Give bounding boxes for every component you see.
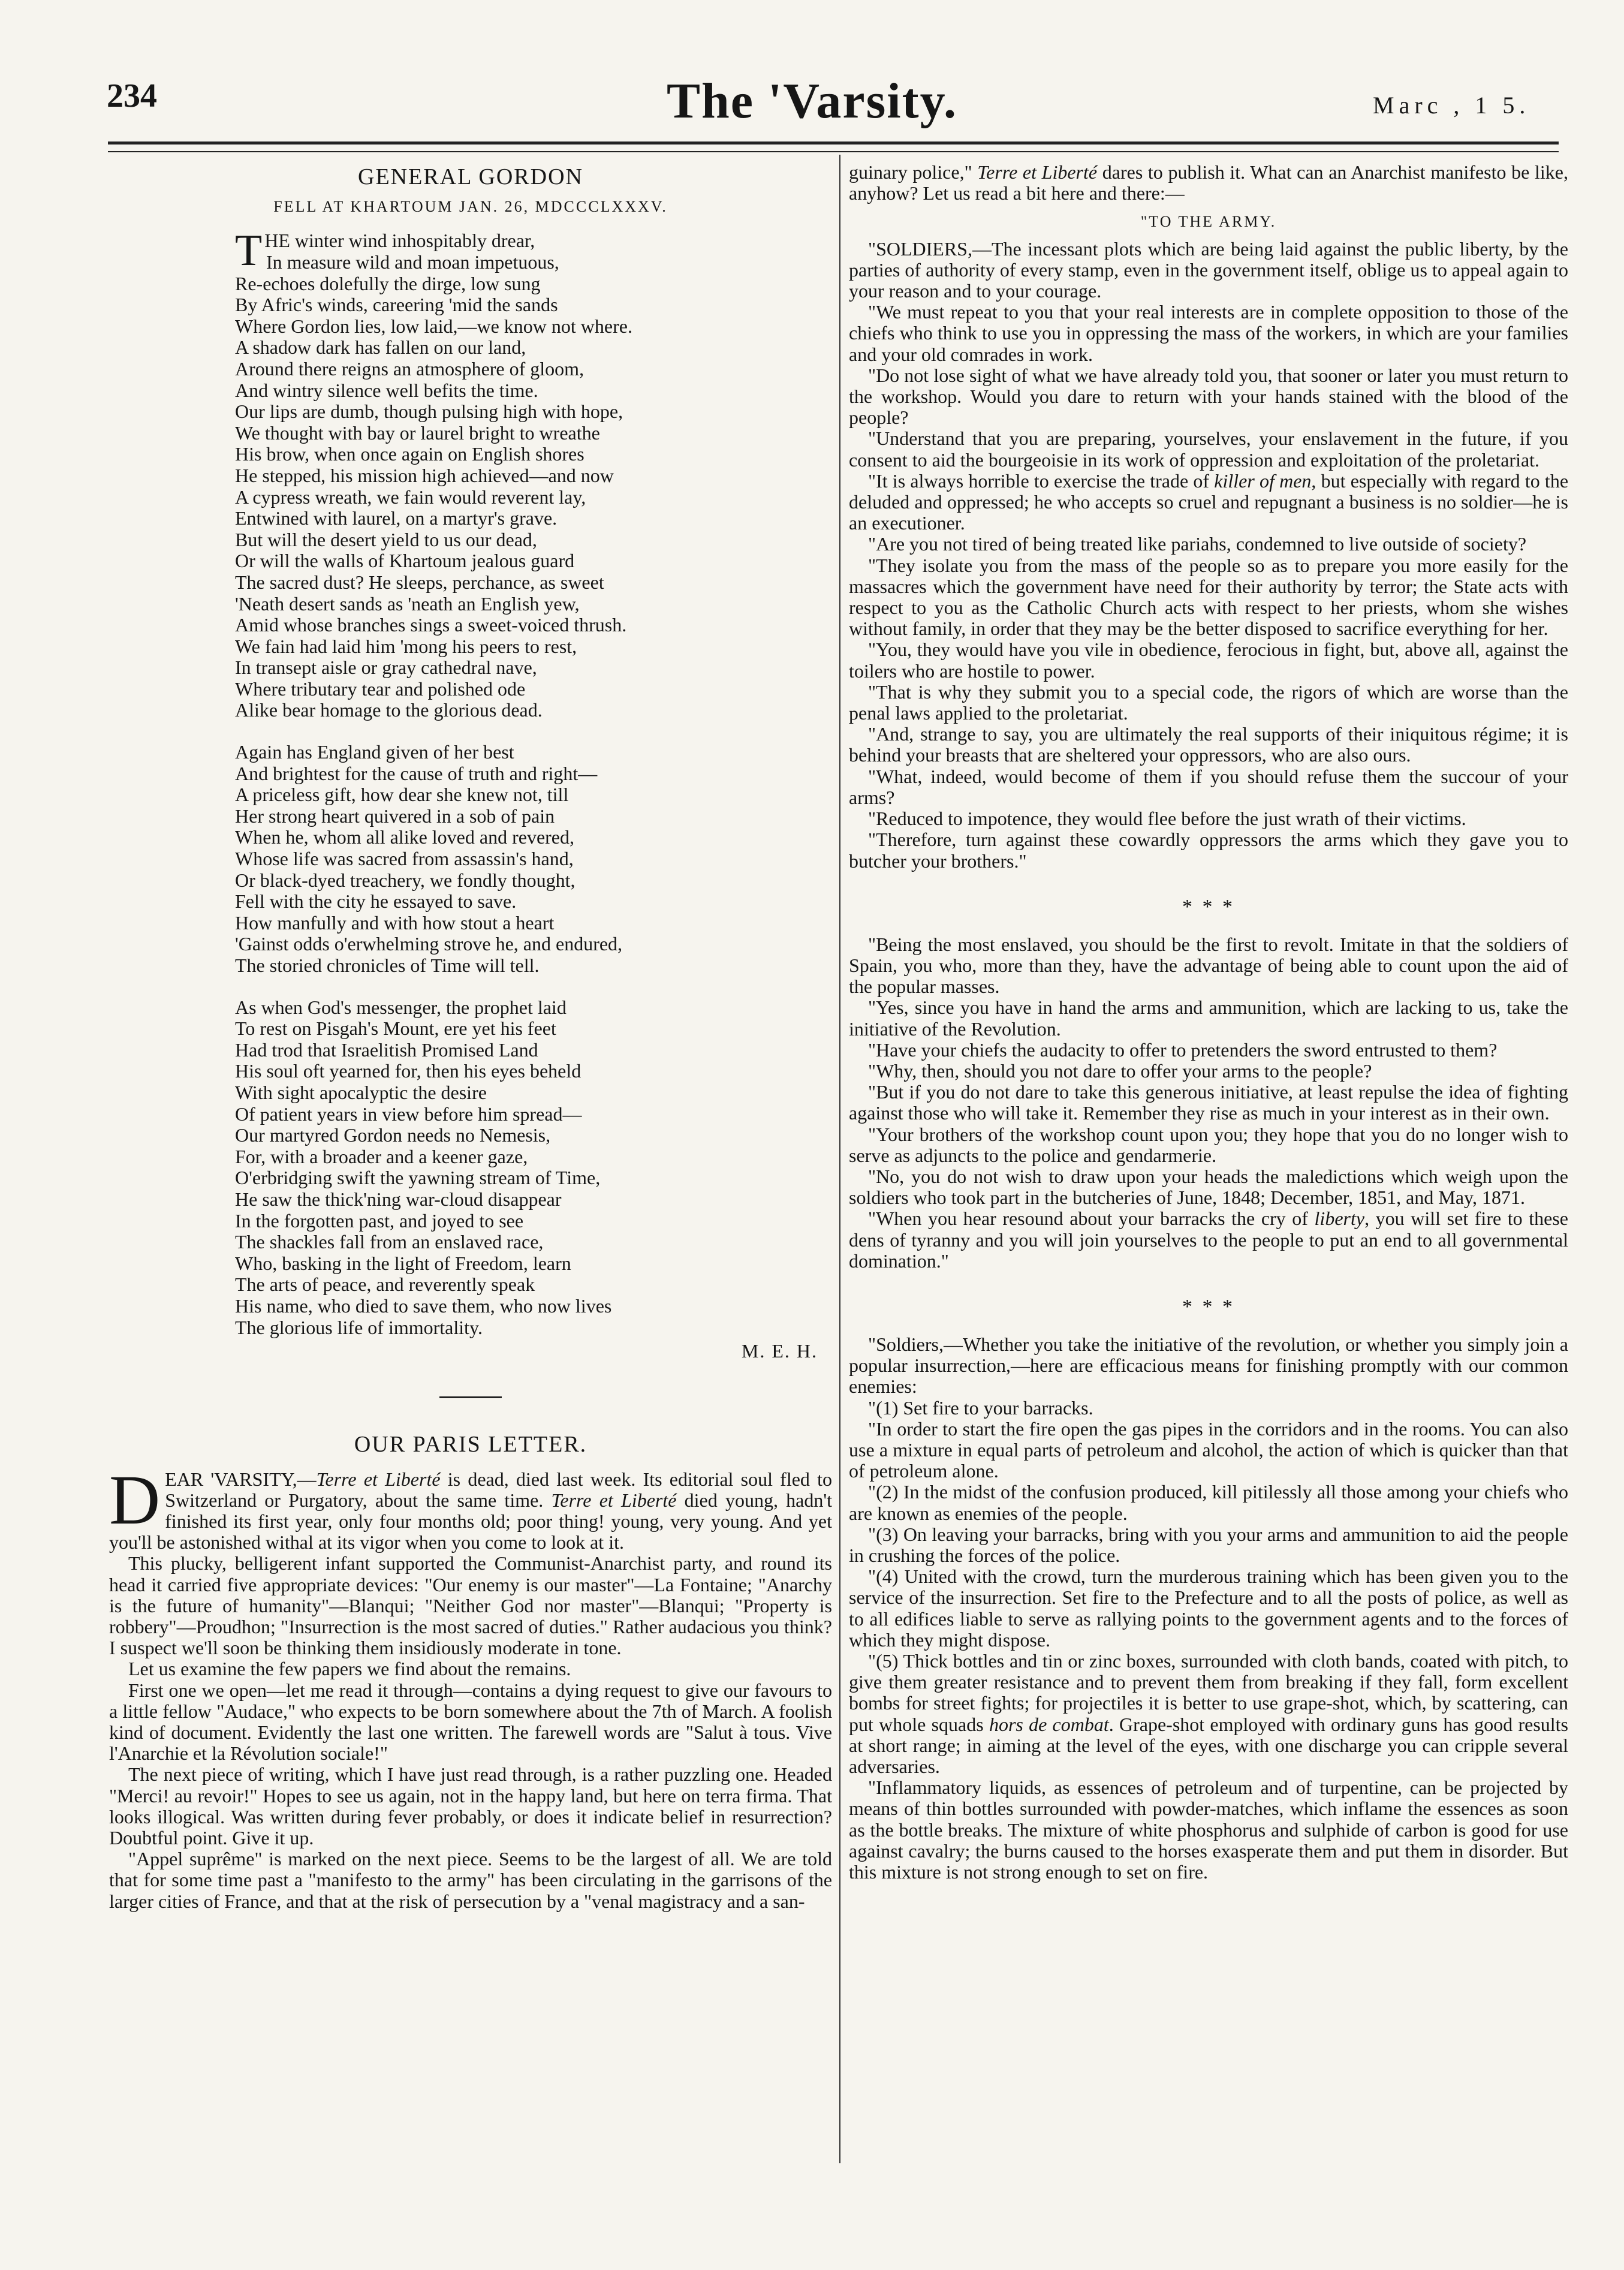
article-paragraph: "Appel suprême" is marked on the next piece. Seems to be the largest of all. We are told that for some time past a "manifesto to the army" has been circulating in the garrisons of the larger cities of France, and that at the risk of persecution by a "venal magistracy and a san- xyxy=(109,1848,832,1912)
poem-line: His name, who died to save them, who now lives xyxy=(235,1294,612,1317)
poem-subheading: FELL AT KHARTOUM JAN. 26, MDCCCLXXXV. xyxy=(273,198,668,216)
manifesto-paragraph: "Your brothers of the workshop count upon you; they hope that you do no longer wish to serve as adjuncts to the police and gendarmerie. xyxy=(849,1123,1568,1166)
issue-date: Marc , 1 5. xyxy=(1373,92,1530,119)
manifesto-paragraph: "Yes, since you have in hand the arms and ammunition, which are lacking to us, take the initiative of the Revolution. xyxy=(849,996,1568,1040)
manifesto-paragraph: "Have your chiefs the audacity to offer to pretenders the sword entrusted to them? xyxy=(868,1038,1498,1061)
text-run: guinary police," xyxy=(849,161,978,183)
page-number: 234 xyxy=(107,77,157,115)
salutation: EAR 'VARSITY,— xyxy=(165,1468,317,1490)
manifesto-paragraph: "No, you do not wish to draw upon your heads the maledictions which weigh upon the soldiers who took part in the butcheries of June, 1848; December, 1851, and May, 1871. xyxy=(849,1165,1568,1209)
newspaper-name: Terre et Liberté xyxy=(316,1468,441,1490)
manifesto-paragraph: "(2) In the midst of the confusion produced, kill pitilessly all those among your chiefs who are known as enemies of the people. xyxy=(849,1481,1568,1524)
poem-line: Around there reigns an atmosphere of gloom, xyxy=(235,357,584,380)
poem-stanza-3 xyxy=(235,997,751,1339)
left-column xyxy=(109,162,832,1912)
manifesto-paragraph: "Why, then, should you not dare to offer your arms to the people? xyxy=(868,1059,1372,1082)
poem-line: A shadow dark has fallen on our land, xyxy=(235,336,526,359)
manifesto-paragraph xyxy=(849,239,1568,302)
article-paragraph: Let us examine the few papers we find about the remains. xyxy=(128,1658,571,1680)
poem-line: Again has England given of her best xyxy=(235,741,514,763)
manifesto-paragraph xyxy=(849,1208,1568,1272)
text-run: dares to publish it. What can an Anarchist manifesto be like, anyhow? Let us read a bit here and there:— xyxy=(849,161,1569,204)
column-divider xyxy=(839,155,840,2163)
poem-line: Where tributary tear and polished ode xyxy=(235,678,526,700)
poem-line: His brow, when once again on English shores xyxy=(235,443,584,465)
manifesto-paragraph xyxy=(849,1651,1568,1777)
article-drop-initial: D xyxy=(109,1460,161,1539)
poem-line: And brightest for the cause of truth and right— xyxy=(235,762,598,784)
manifesto-paragraph: "Are you not tired of being treated like pariahs, condemned to live outside of society? xyxy=(868,533,1527,555)
poem-line: When he, whom all alike loved and revered, xyxy=(235,826,574,848)
poem-line: The sacred dust? He sleeps, perchance, as sweet xyxy=(235,571,604,593)
text-run: , you will set fire to these dens of tyranny and you will join yourselves to the people to put an end to all governmental domination." xyxy=(849,1208,1569,1272)
poem-line: Amid whose branches sings a sweet-voiced thrush. xyxy=(235,614,627,636)
manifesto-paragraph: "Do not lose sight of what we have already told you, that sooner or later you must return to the workshop. Would you dare to return with your hands stained with the blood of the people? xyxy=(849,364,1568,429)
poem-line: His soul oft yearned for, then his eyes beheld xyxy=(235,1060,581,1082)
manifesto-paragraph: "We must repeat to you that your real interests are in complete opposition to those of the chiefs who think to use you in oppressing the mass of the workers, in which are your families and your old comrades in work. xyxy=(849,301,1568,365)
manifesto-paragraph: "Inflammatory liquids, as essences of petroleum and of turpentine, can be projected by means of thin bottles surrounded with powder-matches, which inflame the essences as soon as the bottle breaks. The mixture of white phosphorus and sulphide of carbon is good for use against cavalry; the burns caused to the horses exasperate them and put them in disorder. But this mixture is not strong enough to set on fire. xyxy=(849,1777,1568,1883)
italic-phrase: hors de combat xyxy=(989,1713,1109,1735)
poem-line: To rest on Pisgah's Mount, ere yet his feet xyxy=(235,1017,556,1040)
poem-line: The shackles fall from an enslaved race, xyxy=(235,1231,544,1253)
poem-line: Had trod that Israelitish Promised Land xyxy=(235,1038,538,1061)
poem-line: Who, basking in the light of Freedom, learn xyxy=(235,1252,571,1274)
poem-line: How manfully and with how stout a heart xyxy=(235,911,555,934)
manifesto-paragraph: "That is why they submit you to a special code, the rigors of which are worse than the penal laws applied to the proletariat. xyxy=(849,681,1568,724)
article-paragraph: First one we open—let me read it through—contains a dying request to give our favours to a little fellow "Audace," who expects to be born somewhere about the 7th of March. A foolish kind of document. Evidently the last one written. The farewell words are "Salut à tous. Vive l'Anarchie et la Révolution sociale!" xyxy=(109,1679,832,1765)
article-heading: OUR PARIS LETTER. xyxy=(354,1432,587,1458)
poem-line: The arts of peace, and reverently speak xyxy=(235,1274,535,1296)
poem-line: He saw the thick'ning war-cloud disappear xyxy=(235,1188,562,1210)
text-run: . Grape-shot employed with ordinary guns has good results at short range; in aiming at the level of the eyes, with one discharge you can cripple several adversaries. xyxy=(849,1713,1569,1778)
asterism-divider: * * * xyxy=(1182,895,1235,918)
manifesto-paragraph: "Understand that you are preparing, yourselves, your enslavement in the future, if you consent to aid the bourgeoisie in its work of oppression and exploitation of the proletariat. xyxy=(849,427,1568,471)
right-column xyxy=(849,162,1568,1883)
article-paragraph: This plucky, belligerent infant supported the Communist-Anarchist party, and round its head it carried five appropriate devices: "Our enemy is our master"—La Fontaine; "Anarchy is the future of humanity"—Blanqui; "Neither God nor master"—Blanqui; "Property is robbery"—Proudhon; "Insurrection is the most sacred of duties." Rather audacious you think? I suspect we'll soon be thinking them insidiously moderate in tone. xyxy=(109,1552,832,1659)
manifesto-paragraph: "(3) On leaving your barracks, bring with you your arms and ammunition to aid the people in crushing the forces of the police. xyxy=(849,1523,1568,1566)
newspaper-name: Terre et Liberté xyxy=(551,1489,677,1511)
poem-line: A priceless gift, how dear she knew not, till xyxy=(235,784,569,806)
masthead-rule-thick xyxy=(108,142,1559,144)
soldiers-lead: "SOLDIERS, xyxy=(868,237,972,260)
poem-line: Of patient years in view before him spread— xyxy=(235,1103,582,1125)
poem-line: For, with a broader and a keener gaze, xyxy=(235,1145,528,1167)
text-run: died young, hadn't finished its first year, only four months old; poor thing! young, very young. And yet you'll be astonished withal at its vigor when you come to look at it. xyxy=(109,1489,833,1554)
article-paragraph xyxy=(109,1460,833,1554)
asterism-divider: * * * xyxy=(1182,1295,1235,1318)
poem-line: Our lips are dumb, though pulsing high with hope, xyxy=(235,401,623,423)
poem-line: Her strong heart quivered in a sob of pain xyxy=(235,805,555,827)
poem-line: Fell with the city he essayed to save. xyxy=(235,890,517,913)
text-run: "When you hear resound about your barracks the cry of xyxy=(868,1208,1315,1230)
manifesto-paragraph: "Being the most enslaved, you should be the first to revolt. Imitate in that the soldiers of Spain, you who, more than they, have the advantage of being able to count upon the aid of the popular masses. xyxy=(849,933,1568,998)
poem-line: Or black-dyed treachery, we fondly thought, xyxy=(235,869,576,891)
masthead-rule-thin xyxy=(108,151,1559,152)
poem-line: Where Gordon lies, low laid,—we know not where. xyxy=(235,315,632,337)
manifesto-paragraph: "Therefore, turn against these cowardly oppressors the arms which they gave you to butcher your brothers." xyxy=(849,829,1568,872)
manifesto-heading: "TO THE ARMY. xyxy=(1140,213,1277,231)
poem-line: Or will the walls of Khartoum jealous guard xyxy=(235,550,575,572)
masthead-title: The 'Varsity. xyxy=(667,73,957,129)
poem-line: The glorious life of immortality. xyxy=(235,1316,483,1338)
newspaper-name: Terre et Liberté xyxy=(977,161,1098,183)
poem-line: A cypress wreath, we fain would reverent lay, xyxy=(235,486,586,508)
manifesto-paragraph: "In order to start the fire open the gas pipes in the corridors and in the rooms. You can also use a mixture in equal parts of petroleum and alcohol, the action of which is quicker than that of petroleum alone. xyxy=(849,1417,1568,1482)
poem-line: With sight apocalyptic the desire xyxy=(235,1081,487,1103)
poem-line: O'erbridging swift the yawning stream of Time, xyxy=(235,1167,601,1189)
poem-line: Re-echoes dolefully the dirge, low sung xyxy=(235,272,541,294)
manifesto-paragraph: "And, strange to say, you are ultimately the real supports of their iniquitous régime; it is behind your breasts that are sheltered your oppressors, who are also ours. xyxy=(849,723,1568,766)
poem-line: He stepped, his mission high achieved—and now xyxy=(235,464,614,486)
manifesto-paragraph xyxy=(849,471,1568,534)
poem-line: By Afric's winds, careering 'mid the sands xyxy=(235,294,558,316)
text-run: , but especially with regard to the deluded and oppressed; he who accepts so cruel and repugnant a business is no soldier—he is an executioner. xyxy=(849,469,1569,534)
manifesto-paragraph: "But if you do not dare to take this generous initiative, at least repulse the idea of fighting against those who will take it. Remember they rise as much in your interest as in their own. xyxy=(849,1081,1568,1124)
text-run: is dead, died last week. Its editorial soul fled to Switzerland or Purgatory, about the same time. xyxy=(165,1468,833,1511)
poem-line: We fain had laid him 'mong his peers to rest, xyxy=(235,635,577,657)
manifesto-paragraph: "(1) Set fire to your barracks. xyxy=(868,1396,1093,1419)
poem-line: Our martyred Gordon needs no Nemesis, xyxy=(235,1124,551,1146)
poem-line: In transept aisle or gray cathedral nave, xyxy=(235,657,537,679)
poem-line: But will the desert yield to us our dead, xyxy=(235,528,537,550)
poem-line: We thought with bay or laurel bright to wreathe xyxy=(235,422,600,444)
article-paragraph xyxy=(849,162,1568,204)
poem-heading: GENERAL GORDON xyxy=(358,164,583,189)
article-paragraph: The next piece of writing, which I have just read through, is a rather puzzling one. Headed "Merci! au revoir!" Hopes to see us again, not in the happy land, but here on terra firma. That looks illogical. Was written during fever probably, or does it indicate belief in resurrection? Doubtful point. Give it up. xyxy=(109,1763,832,1848)
manifesto-paragraph: "You, they would have you vile in obedience, ferocious in fight, but, above all, against the toilers who are hostile to power. xyxy=(849,639,1568,682)
poem-line: And wintry silence well befits the time. xyxy=(235,379,538,401)
poem-drop-initial: T xyxy=(235,226,263,276)
poem-line: Entwined with laurel, on a martyr's grave. xyxy=(235,507,558,529)
italic-phrase: liberty xyxy=(1314,1208,1365,1230)
manifesto-paragraph: "They isolate you from the mass of the people so as to prepare you more easily for the massacres which the government have need for their authority by terror; the State acts with respect to you as the Catholic Church acts with respect to her priests, whom she wishes without family, in order that they may be the better disposed to sacrifice everything for her. xyxy=(849,554,1568,640)
text-run: —The incessant plots which are being laid against the public liberty, by the parties of authority of every stamp, even in the government itself, oblige us to appeal again to your reason and to your courage. xyxy=(849,237,1568,302)
italic-phrase: killer of men xyxy=(1214,469,1312,492)
manifesto-paragraph: "What, indeed, would become of them if you should refuse them the succour of your arms? xyxy=(849,765,1568,808)
section-separator xyxy=(439,1396,502,1398)
manifesto-paragraph: "(4) United with the crowd, turn the murderous training which has been given you to the service of the insurrection. Set fire to the Prefecture and to all the posts of police, as well as to all edifices liable to serve as rallying points to the government agents and to the forces of which they might dispose. xyxy=(849,1565,1568,1651)
poem-line: HE winter wind inhospitably drear, xyxy=(264,230,535,252)
poem-line: The storied chronicles of Time will tell. xyxy=(235,955,540,976)
poem-stanza-1 xyxy=(235,226,751,721)
manifesto-paragraph: "Soldiers,—Whether you take the initiative of the revolution, or whether you simply join a popular insurrection,—here are efficacious means for finishing promptly with our common enemies: xyxy=(849,1333,1568,1398)
poem-line: Whose life was sacred from assassin's hand, xyxy=(235,848,574,870)
poem-line: As when God's messenger, the prophet laid xyxy=(235,996,567,1018)
text-run: "(5) Thick bottles and tin or zinc boxes, surrounded with cloth bands, coated with pitch, to give them greater resistance and to prevent them from breaking if they fall, form excellent bombs for street fights; for projectiles it is better to use grape-shot, which, by scattering, can put whole squads xyxy=(849,1650,1568,1735)
text-run: "It is always horrible to exercise the trade of xyxy=(868,469,1215,492)
manifesto-paragraph: "Reduced to impotence, they would flee before the just wrath of their victims. xyxy=(868,808,1466,830)
poem-stanza-2 xyxy=(235,742,751,977)
poem-line: In measure wild and moan impetuous, xyxy=(266,251,559,273)
poem-line: 'Gainst odds o'erwhelming strove he, and endured, xyxy=(235,933,623,955)
poem-line: Alike bear homage to the glorious dead. xyxy=(235,699,543,721)
poem-line: In the forgotten past, and joyed to see xyxy=(235,1209,524,1232)
poem-line: 'Neath desert sands as 'neath an English yew, xyxy=(235,592,580,615)
poem-signature: M. E. H. xyxy=(741,1340,818,1362)
poem xyxy=(235,226,751,1338)
